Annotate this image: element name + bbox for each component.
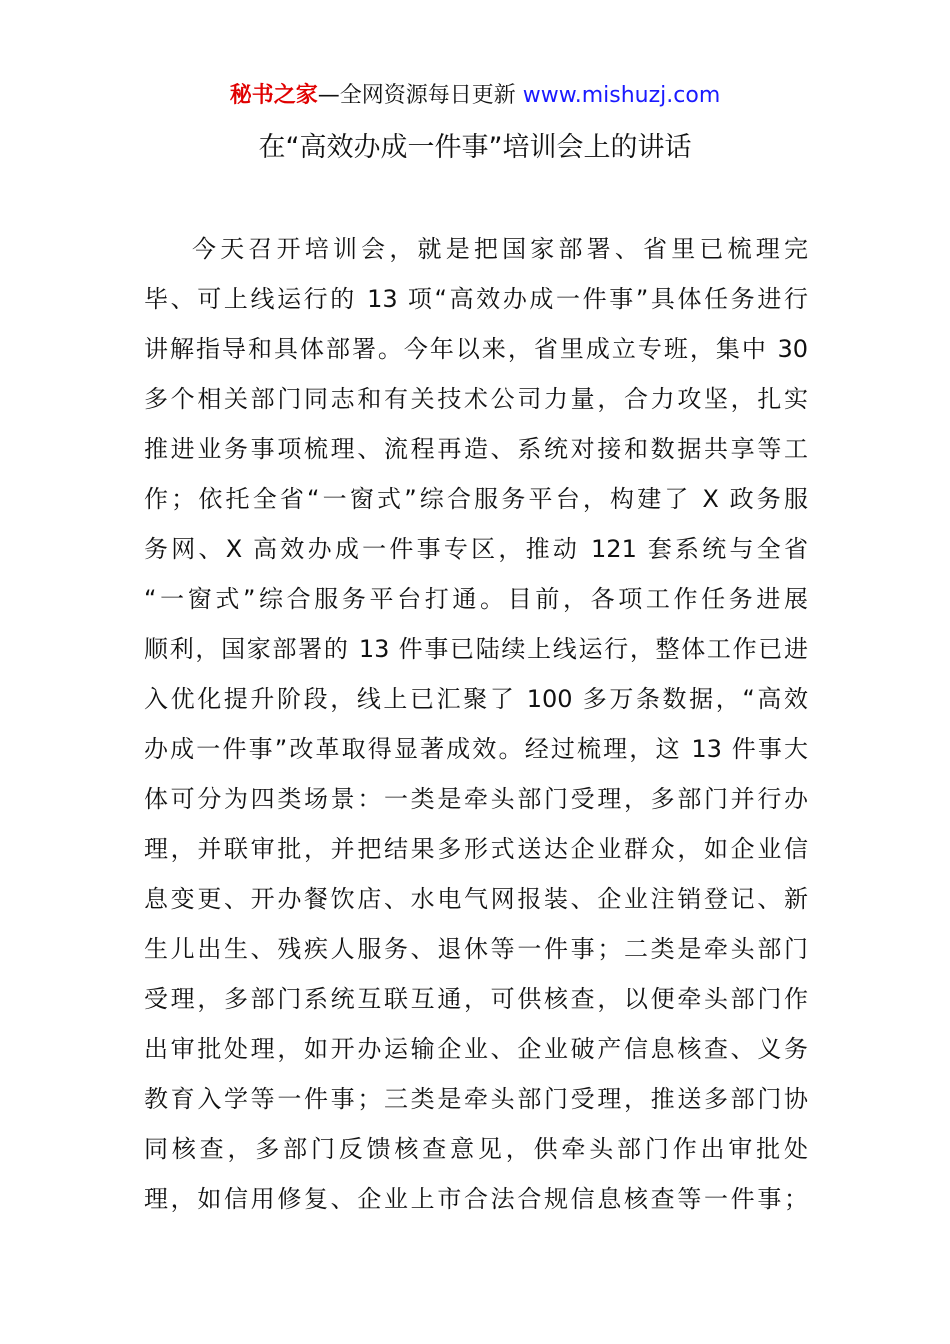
body-line: 今天召开培训会，就是把国家部署、省里已梳理完 [192,235,808,263]
body-line: 理，并联审批，并把结果多形式送达企业群众，如企业信 [144,835,808,863]
body-line: 受理，多部门系统互联互通，可供核查，以便牵头部门作 [144,985,808,1013]
body-line: 同核查，多部门反馈核查意见，供牵头部门作出审批处 [144,1135,808,1163]
body-line: 出审批处理，如开办运输企业、企业破产信息核查、义务 [144,1035,808,1063]
body-line: 理，如信用修复、企业上市合法合规信息核查等一件事； [144,1185,808,1213]
document-body [144,224,808,1224]
body-line: 入优化提升阶段，线上已汇聚了 100 多万条数据，“高效 [144,685,808,713]
site-brand: 秘书之家 [229,83,318,108]
body-line: 多个相关部门同志和有关技术公司力量，合力攻坚，扎实 [144,385,808,413]
site-url-link[interactable]: www.mishuzj.com [522,83,721,108]
body-line: 讲解指导和具体部署。今年以来，省里成立专班，集中 30 [144,335,808,363]
body-line: 务网、X 高效办成一件事专区，推动 121 套系统与全省 [144,535,808,563]
body-line: 教育入学等一件事；三类是牵头部门受理，推送多部门协 [144,1085,808,1113]
body-line: 体可分为四类场景：一类是牵头部门受理，多部门并行办 [144,785,808,813]
body-line: 生儿出生、残疾人服务、退休等一件事；二类是牵头部门 [144,935,808,963]
body-line: 毕、可上线运行的 13 项“高效办成一件事”具体任务进行 [144,285,808,313]
body-line: 息变更、开办餐饮店、水电气网报装、企业注销登记、新 [144,885,808,913]
body-line: 办成一件事”改革取得显著成效。经过梳理，这 13 件事大 [144,735,808,763]
site-header [0,80,950,112]
document-title: 在“高效办成一件事”培训会上的讲话 [258,132,692,163]
body-line: 作；依托全省“一窗式”综合服务平台，构建了 X 政务服 [144,485,808,513]
site-tagline: —全网资源每日更新 [317,83,523,108]
body-line: “一窗式”综合服务平台打通。目前，各项工作任务进展 [144,585,808,613]
body-line: 推进业务事项梳理、流程再造、系统对接和数据共享等工 [144,435,808,463]
body-line: 顺利，国家部署的 13 件事已陆续上线运行，整体工作已进 [144,635,808,663]
